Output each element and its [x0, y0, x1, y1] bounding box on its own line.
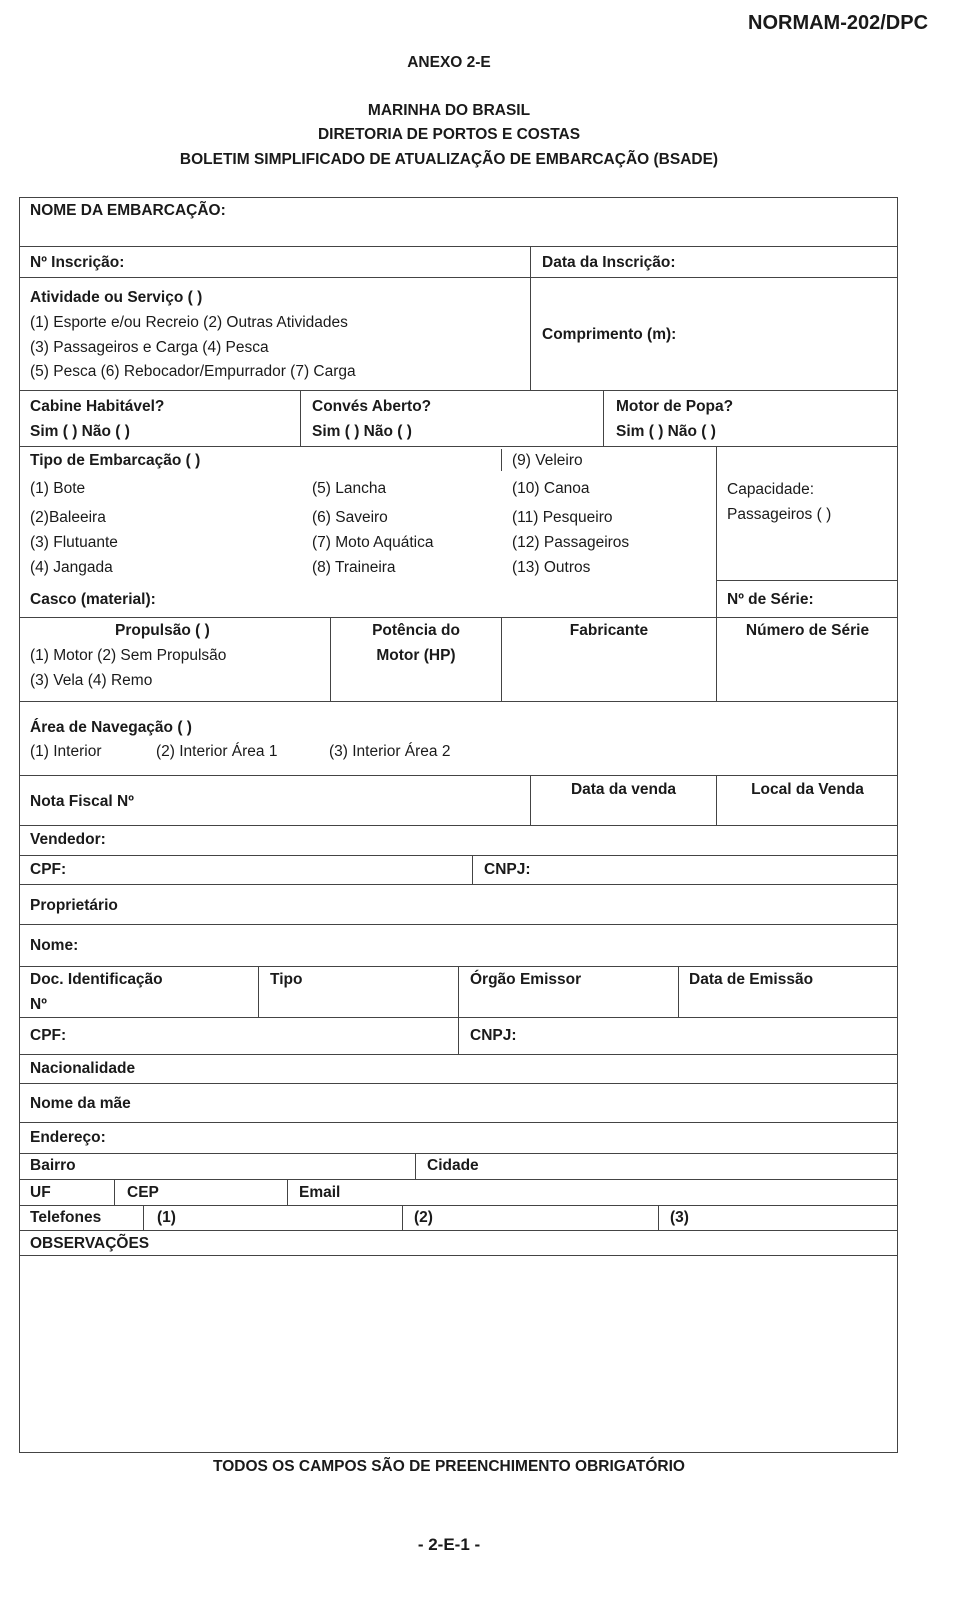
- vessel-type-option: (12) Passageiros: [512, 534, 630, 551]
- divider: [402, 1205, 403, 1230]
- cabin-options[interactable]: Sim ( ) Não ( ): [30, 423, 130, 440]
- document-id: NORMAM-202/DPC: [748, 12, 929, 34]
- org-line-1: MARINHA DO BRASIL: [367, 102, 531, 119]
- vessel-type-option: (2)Baleeira: [30, 509, 106, 526]
- cep-label: CEP: [127, 1184, 159, 1201]
- divider: [19, 446, 898, 447]
- vessel-name-label: NOME DA EMBARCAÇÃO:: [30, 202, 226, 219]
- divider: [19, 1205, 898, 1206]
- activity-option: (1) Esporte e/ou Recreio (2) Outras Atividades: [30, 314, 348, 331]
- divider: [472, 855, 473, 884]
- divider: [114, 1179, 115, 1205]
- divider: [458, 1017, 459, 1054]
- type-label: Tipo: [270, 971, 303, 988]
- serial-number-label: Número de Série: [745, 622, 870, 639]
- divider: [716, 580, 717, 617]
- divider: [19, 1054, 898, 1055]
- divider: [19, 825, 898, 826]
- page-number: - 2-E-1 -: [417, 1535, 481, 1554]
- vessel-type-option: (1) Bote: [30, 480, 86, 497]
- power-label-1: Potência do: [372, 622, 460, 639]
- sale-date-label: Data da venda: [570, 781, 677, 798]
- footer-note: TODOS OS CAMPOS SÃO DE PREENCHIMENTO OBRIGATÓRIO: [213, 1458, 685, 1475]
- uf-label: UF: [30, 1184, 51, 1201]
- divider: [19, 1083, 898, 1084]
- capacity-label: Capacidade:: [727, 481, 815, 498]
- id-doc-label-2: Nº: [30, 996, 47, 1013]
- nav-area-label: Área de Navegação ( ): [30, 719, 192, 736]
- propulsion-option: (1) Motor (2) Sem Propulsão: [30, 647, 227, 664]
- org-line-2: DIRETORIA DE PORTOS E COSTAS: [317, 126, 581, 143]
- deck-options[interactable]: Sim ( ) Não ( ): [312, 423, 412, 440]
- vessel-type-label: Tipo de Embarcação ( ): [30, 452, 201, 469]
- divider: [19, 924, 898, 925]
- issuer-label: Órgão Emissor: [470, 971, 582, 988]
- address-label: Endereço:: [30, 1129, 106, 1146]
- nav-area-option: (2) Interior Área 1: [156, 743, 278, 760]
- activity-option: (5) Pesca (6) Rebocador/Empurrador (7) Carga: [30, 363, 356, 380]
- divider: [19, 246, 898, 247]
- divider: [19, 1230, 898, 1231]
- nav-area-option: (1) Interior: [30, 743, 102, 760]
- divider: [530, 246, 531, 390]
- divider: [19, 855, 898, 856]
- vessel-type-option: (8) Traineira: [312, 559, 396, 576]
- vessel-type-option: (13) Outros: [512, 559, 591, 576]
- cabin-label: Cabine Habitável?: [30, 398, 165, 415]
- phone-3-label: (3): [670, 1209, 689, 1226]
- divider: [716, 580, 898, 581]
- divider: [258, 966, 259, 1017]
- divider: [19, 701, 898, 702]
- city-label: Cidade: [427, 1157, 479, 1174]
- divider: [458, 966, 459, 1017]
- vessel-type-option: (7) Moto Aquática: [312, 534, 434, 551]
- seller-label: Vendedor:: [30, 831, 106, 848]
- form-title: BOLETIM SIMPLIFICADO DE ATUALIZAÇÃO DE EMBARCAÇÃO (BSADE): [179, 151, 719, 168]
- registration-no-label: Nº Inscrição:: [30, 254, 125, 271]
- vessel-type-option: (9) Veleiro: [512, 452, 583, 469]
- vessel-type-option: (6) Saveiro: [312, 509, 388, 526]
- deck-label: Convés Aberto?: [312, 398, 432, 415]
- divider: [716, 446, 717, 580]
- mother-name-label: Nome da mãe: [30, 1095, 131, 1112]
- divider: [287, 1179, 288, 1205]
- id-doc-label-1: Doc. Identificação: [30, 971, 163, 988]
- outboard-label: Motor de Popa?: [616, 398, 734, 415]
- annex-title: ANEXO 2-E: [407, 54, 491, 71]
- owner-cnpj-label: CNPJ:: [470, 1027, 517, 1044]
- divider: [19, 617, 898, 618]
- divider: [19, 1122, 898, 1123]
- divider: [19, 1179, 898, 1180]
- nationality-label: Nacionalidade: [30, 1060, 136, 1077]
- divider: [603, 390, 604, 446]
- divider: [501, 449, 502, 471]
- divider: [143, 1205, 144, 1230]
- activity-option: (3) Passageiros e Carga (4) Pesca: [30, 339, 269, 356]
- observations-label: OBSERVAÇÕES: [30, 1235, 150, 1252]
- divider: [19, 775, 898, 776]
- vessel-type-option: (11) Pesqueiro: [512, 509, 613, 526]
- hull-serial-label: Nº de Série:: [727, 591, 814, 608]
- seller-cpf-label: CPF:: [30, 861, 67, 878]
- power-label-2: Motor (HP): [376, 647, 456, 664]
- issue-date-label: Data de Emissão: [689, 971, 814, 988]
- capacity-passengers[interactable]: Passageiros ( ): [727, 506, 832, 523]
- divider: [19, 390, 898, 391]
- divider: [658, 1205, 659, 1230]
- district-label: Bairro: [30, 1157, 76, 1174]
- vessel-type-option: (4) Jangada: [30, 559, 113, 576]
- vessel-type-option: (3) Flutuante: [30, 534, 118, 551]
- activity-label: Atividade ou Serviço ( ): [30, 289, 203, 306]
- outboard-options[interactable]: Sim ( ) Não ( ): [616, 423, 716, 440]
- divider: [415, 1153, 416, 1179]
- vessel-type-option: (10) Canoa: [512, 480, 590, 497]
- registration-date-label: Data da Inscrição:: [542, 254, 676, 271]
- seller-cnpj-label: CNPJ:: [484, 861, 531, 878]
- observations-field[interactable]: [20, 1256, 897, 1452]
- divider: [678, 966, 679, 1017]
- phones-label: Telefones: [30, 1209, 102, 1226]
- owner-label: Proprietário: [30, 897, 118, 914]
- propulsion-option: (3) Vela (4) Remo: [30, 672, 153, 689]
- sale-place-label: Local da Venda: [751, 781, 864, 798]
- vessel-name-field[interactable]: [20, 220, 897, 245]
- hull-label: Casco (material):: [30, 591, 156, 608]
- phone-1-label: (1): [157, 1209, 176, 1226]
- manufacturer-label: Fabricante: [569, 622, 649, 639]
- divider: [19, 884, 898, 885]
- divider: [300, 390, 301, 446]
- phone-2-label: (2): [414, 1209, 433, 1226]
- name-label: Nome:: [30, 937, 79, 954]
- divider: [19, 1153, 898, 1154]
- email-label: Email: [299, 1184, 341, 1201]
- propulsion-label: Propulsão ( ): [115, 622, 210, 639]
- vessel-type-option: (5) Lancha: [312, 480, 387, 497]
- owner-cpf-label: CPF:: [30, 1027, 67, 1044]
- nav-area-option: (3) Interior Área 2: [329, 743, 451, 760]
- length-label: Comprimento (m):: [542, 326, 677, 343]
- invoice-label: Nota Fiscal Nº: [30, 793, 134, 810]
- divider: [19, 277, 898, 278]
